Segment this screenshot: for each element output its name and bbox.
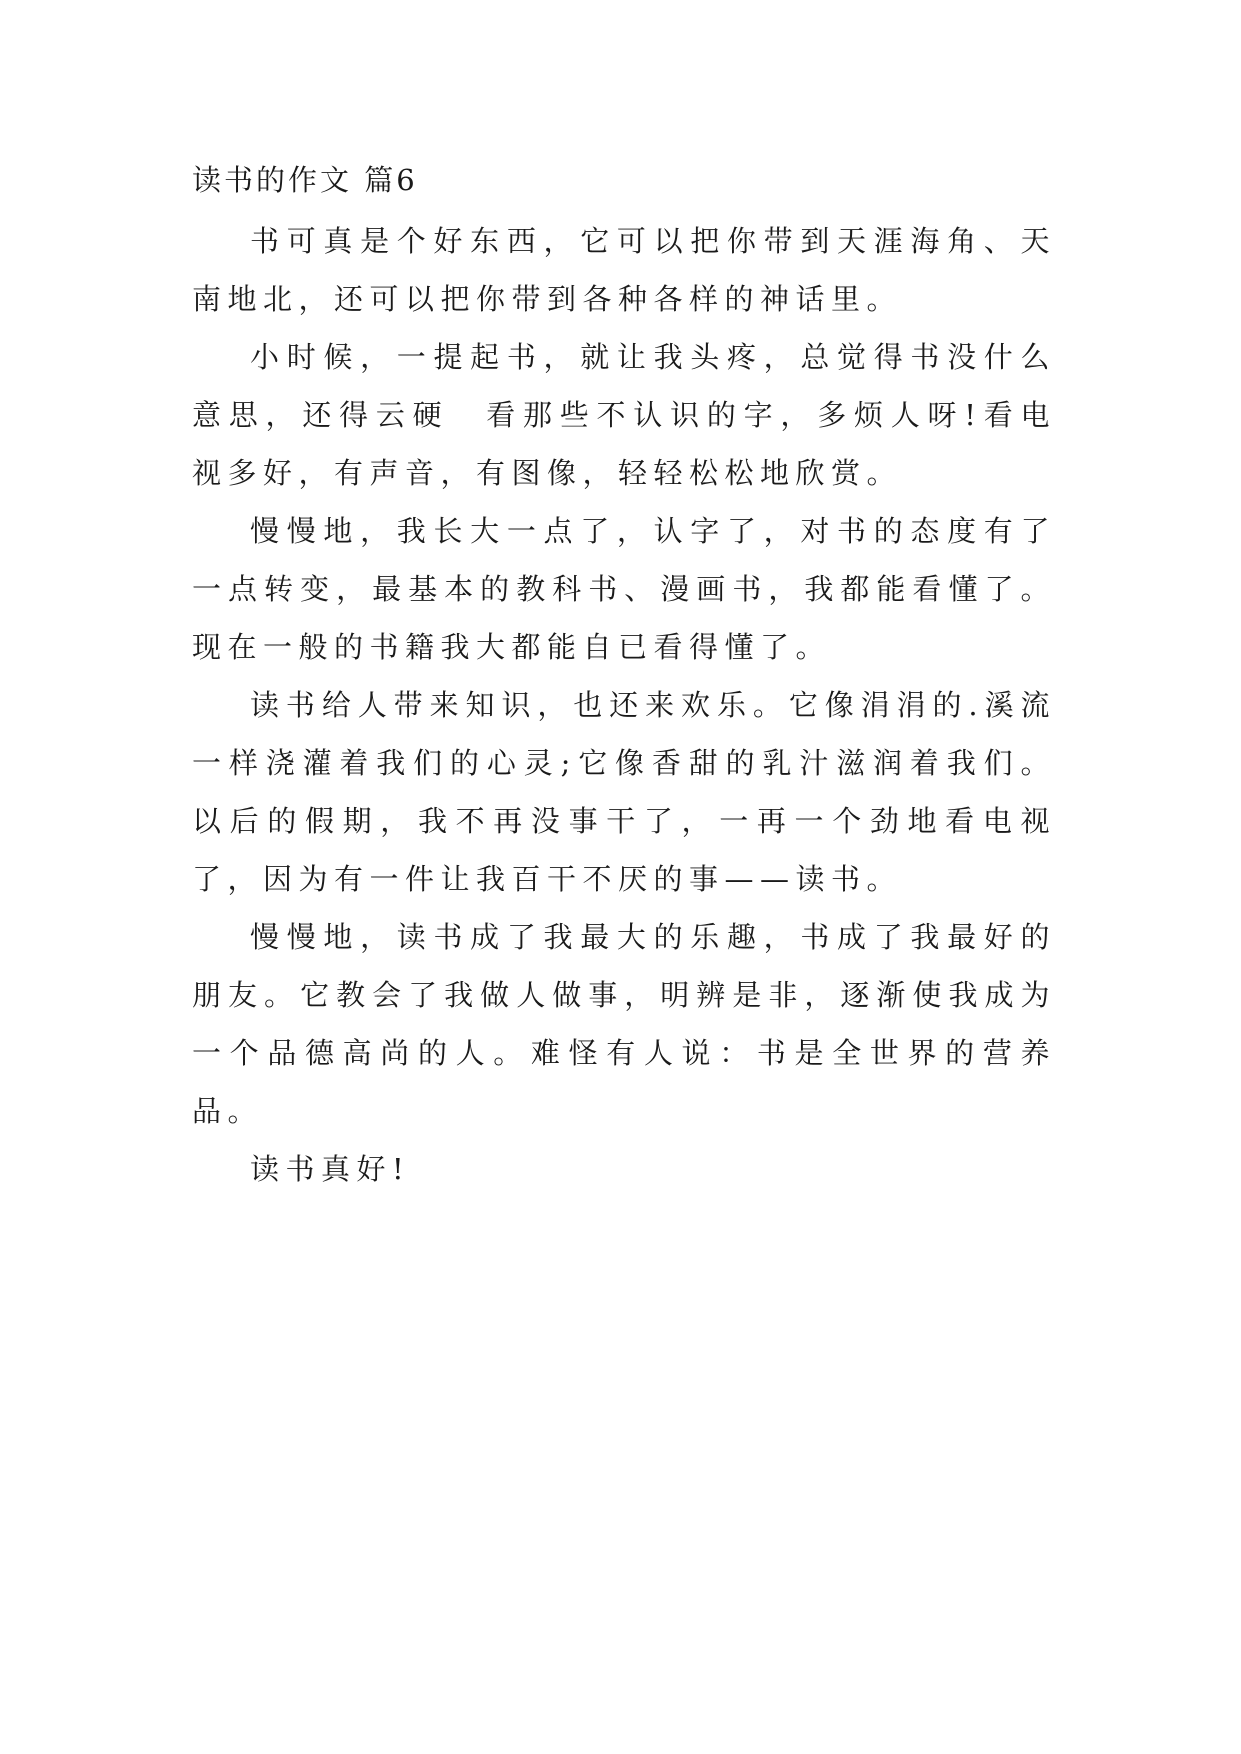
paragraph-2: 小时候，一提起书，就让我头疼，总觉得书没什么意思，还得云硬 看那些不认识的字，多烦人呀!看电视多好，有声音，有图像，轻轻松松地欣赏。 [192, 340, 1056, 490]
paragraph-5: 慢慢地，读书成了我最大的乐趣，书成了我最好的朋友。它教会了我做人做事，明辨是非，逐渐使我成为一个品德高尚的人。难怪有人说：书是全世界的营养品。 [192, 920, 1056, 1128]
document-body [192, 160, 1056, 1198]
document-title: 读书的作文 篇6 [192, 163, 418, 197]
paragraph-4: 读书给人带来知识，也还来欢乐。它像涓涓的.溪流一样浇灌着我们的心灵;它像香甜的乳汁滋润着我们。以后的假期，我不再没事干了，一再一个劲地看电视了，因为有一件让我百干不厌的事——读书。 [192, 688, 1056, 896]
paragraph-6: 读书真好! [250, 1152, 411, 1186]
paragraph-1: 书可真是个好东西，它可以把你带到天涯海角、天南地北，还可以把你带到各种各样的神话里。 [192, 224, 1056, 316]
paragraph-3: 慢慢地，我长大一点了，认字了，对书的态度有了一点转变，最基本的教科书、漫画书，我都能看懂了。现在一般的书籍我大都能自已看得懂了。 [192, 514, 1056, 664]
